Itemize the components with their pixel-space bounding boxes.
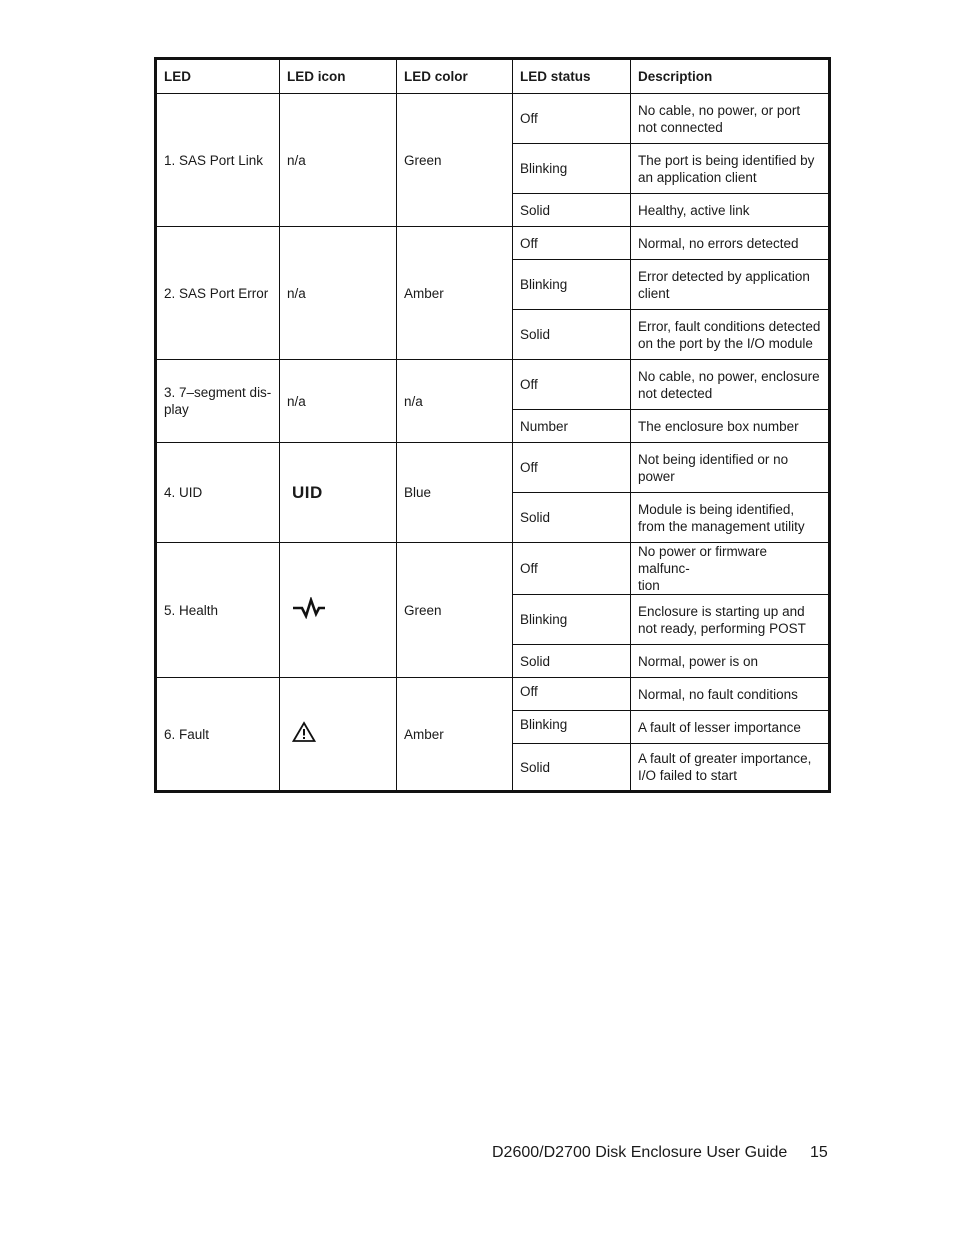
led-description: Module is being identified, from the management utility: [631, 493, 830, 543]
header-led-color: LED color: [397, 59, 513, 94]
led-icon: n/a: [280, 94, 397, 227]
led-status: Number: [513, 410, 631, 443]
health-pulse-icon: [292, 597, 326, 619]
warning-triangle-icon: [292, 721, 316, 743]
header-description: Description: [631, 59, 830, 94]
led-status: Blinking: [513, 144, 631, 194]
led-description: The enclosure box number: [631, 410, 830, 443]
led-name: 5. Health: [156, 543, 280, 678]
led-status: Off: [513, 227, 631, 260]
led-status: Off: [513, 443, 631, 493]
led-status: Off: [513, 360, 631, 410]
header-row: [156, 59, 830, 94]
led-name: 3. 7–segment dis- play: [156, 360, 280, 443]
led-status: Blinking: [513, 711, 631, 744]
table-row: [156, 360, 830, 410]
footer-page-number: 15: [810, 1144, 828, 1161]
led-status: Off: [513, 678, 631, 711]
table-row: [156, 678, 830, 711]
led-icon: [280, 678, 397, 792]
table-row: [156, 94, 830, 144]
table-row: [156, 443, 830, 493]
header-led: LED: [156, 59, 280, 94]
led-color: Amber: [397, 227, 513, 360]
led-description: A fault of lesser importance: [631, 711, 830, 744]
led-description: Error detected by application client: [631, 260, 830, 310]
led-color: n/a: [397, 360, 513, 443]
led-status: Solid: [513, 310, 631, 360]
led-description: Normal, no fault conditions: [631, 678, 830, 711]
led-status: Off: [513, 543, 631, 595]
led-status: Blinking: [513, 595, 631, 645]
footer-document-title: D2600/D2700 Disk Enclosure User Guide: [492, 1144, 788, 1161]
led-icon: [280, 443, 397, 543]
uid-icon: UID: [292, 482, 323, 502]
led-status: Solid: [513, 645, 631, 678]
led-table: [154, 57, 831, 793]
led-description: Healthy, active link: [631, 194, 830, 227]
led-status: Blinking: [513, 260, 631, 310]
led-name: 6. Fault: [156, 678, 280, 792]
led-description: A fault of greater importance, I/O failed to start: [631, 744, 830, 792]
led-status: Off: [513, 94, 631, 144]
led-status: Solid: [513, 194, 631, 227]
led-color: Amber: [397, 678, 513, 792]
led-status: Solid: [513, 493, 631, 543]
led-description: No power or firmware malfunc- tion: [631, 543, 830, 595]
led-name: 1. SAS Port Link: [156, 94, 280, 227]
led-name: 4. UID: [156, 443, 280, 543]
led-description: The port is being identified by an application client: [631, 144, 830, 194]
header-led-icon: LED icon: [280, 59, 397, 94]
led-description: Enclosure is starting up and not ready, performing POST: [631, 595, 830, 645]
led-status: Solid: [513, 744, 631, 792]
led-description: No cable, no power, enclosure not detected: [631, 360, 830, 410]
led-description: Normal, no errors detected: [631, 227, 830, 260]
led-name: 2. SAS Port Error: [156, 227, 280, 360]
led-icon: n/a: [280, 360, 397, 443]
led-description: Normal, power is on: [631, 645, 830, 678]
led-color: Green: [397, 94, 513, 227]
led-color: Blue: [397, 443, 513, 543]
led-description: Error, fault conditions detected on the port by the I/O module: [631, 310, 830, 360]
led-icon: n/a: [280, 227, 397, 360]
led-color: Green: [397, 543, 513, 678]
table-row: [156, 543, 830, 595]
header-led-status: LED status: [513, 59, 631, 94]
table-row: [156, 227, 830, 260]
led-icon: [280, 543, 397, 678]
led-description: Not being identified or no power: [631, 443, 830, 493]
led-description: No cable, no power, or port not connected: [631, 94, 830, 144]
